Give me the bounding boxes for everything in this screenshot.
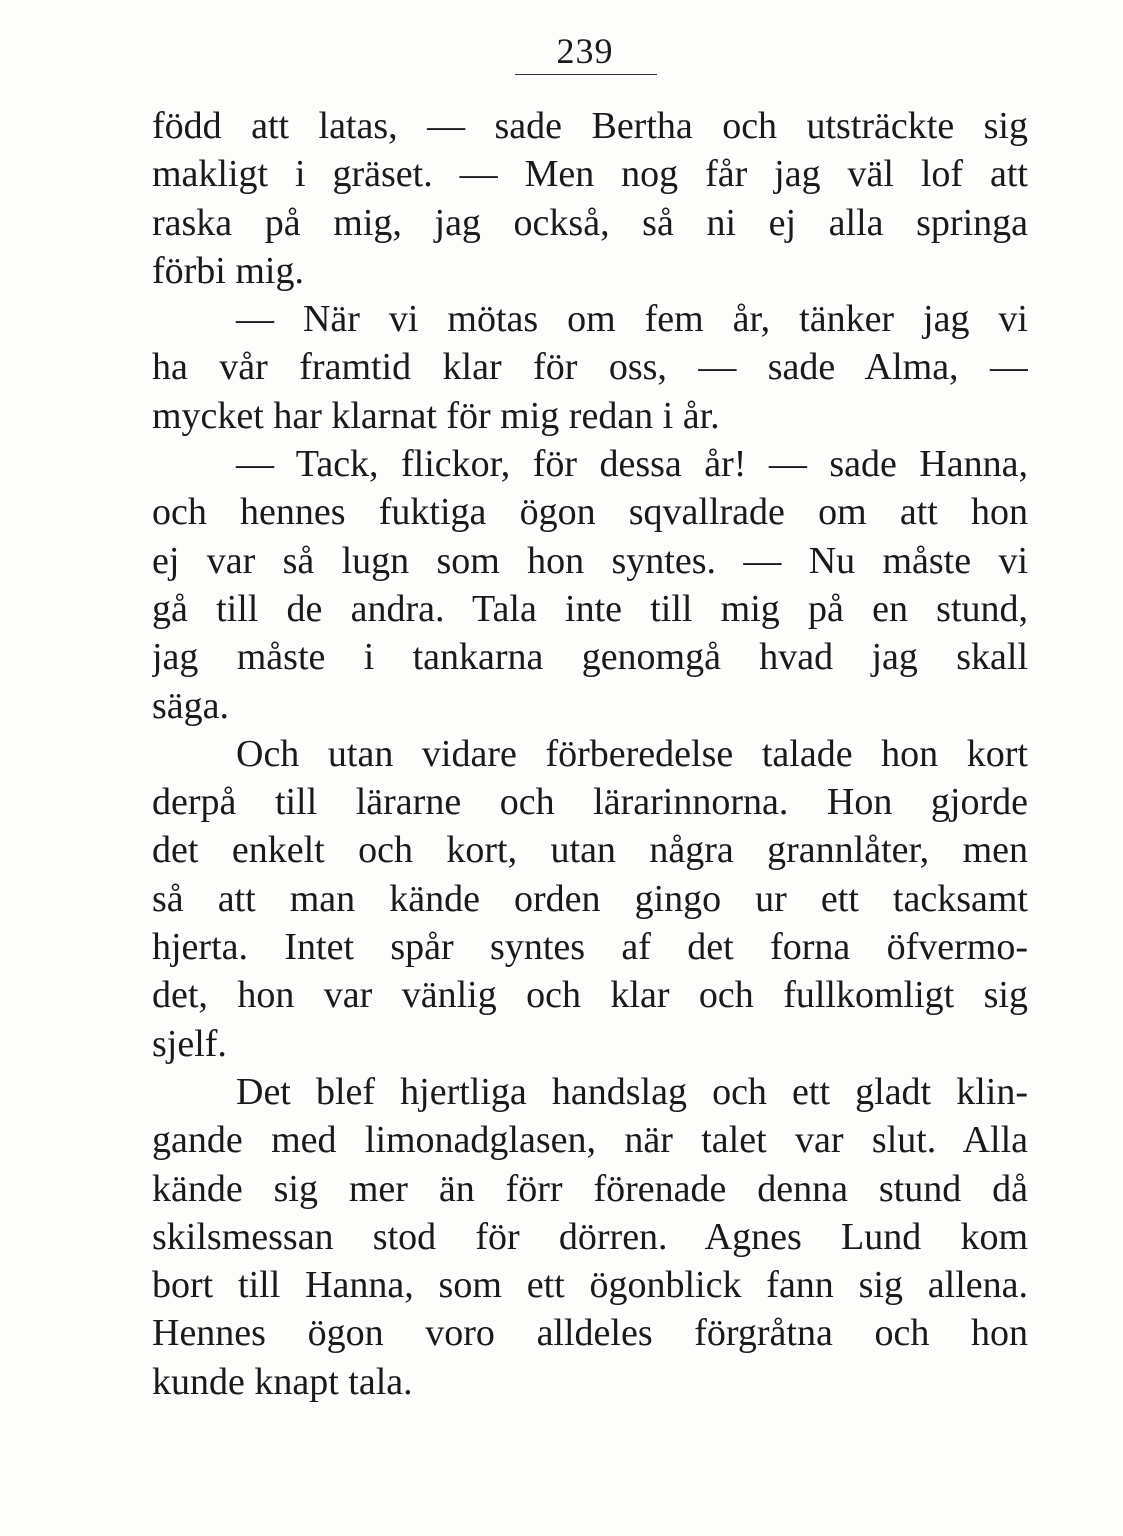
text-line: raska på mig, jag också, så ni ej alla springa	[152, 201, 1028, 244]
text-line: och hennes fuktiga ögon sqvallrade om att hon	[152, 491, 1028, 534]
text-line: skilsmessan stod för dörren. Agnes Lund kom	[152, 1215, 1028, 1258]
text-line: det, hon var vänlig och klar och fullkomligt sig	[152, 974, 1028, 1017]
text-line: — När vi mötas om fem år, tänker jag vi	[236, 298, 1028, 341]
text-line: ha vår framtid klar för oss, — sade Alma, —	[152, 346, 1028, 389]
text-line: gå till de andra. Tala inte till mig på en stund,	[152, 587, 1028, 630]
text-line: mycket har klarnat för mig redan i år.	[152, 394, 720, 437]
text-line: jag måste i tankarna genomgå hvad jag skall	[152, 636, 1028, 679]
text-line: bort till Hanna, som ett ögonblick fann sig allena.	[152, 1264, 1028, 1307]
text-line: Och utan vidare förberedelse talade hon kort	[236, 732, 1028, 775]
text-line: makligt i gräset. — Men nog får jag väl lof att	[152, 153, 1028, 196]
page-number-rule	[515, 74, 657, 75]
text-line: hjerta. Intet spår syntes af det forna öfvermo-	[152, 926, 1028, 969]
text-line: kände sig mer än förr förenade denna stund då	[152, 1167, 1028, 1210]
text-line: förbi mig.	[152, 249, 304, 292]
text-line: född att latas, — sade Bertha och utsträckte sig	[152, 105, 1028, 147]
text-line: derpå till lärarne och lärarinnorna. Hon gjorde	[152, 781, 1028, 824]
text-line: Hennes ögon voro alldeles förgråtna och hon	[152, 1312, 1028, 1355]
text-line: sjelf.	[152, 1022, 227, 1065]
text-line: gande med limonadglasen, när talet var slut. Alla	[152, 1119, 1028, 1162]
text-line: ej var så lugn som hon syntes. — Nu måste vi	[152, 539, 1028, 582]
page-number: 239	[556, 31, 614, 71]
text-line: kunde knapt tala.	[152, 1360, 413, 1403]
text-line: det enkelt och kort, utan några grannlåter, men	[152, 829, 1028, 872]
text-line: så att man kände orden gingo ur ett tacksamt	[152, 877, 1028, 920]
body-text	[152, 102, 1028, 1406]
text-line: — Tack, flickor, för dessa år! — sade Hanna,	[236, 443, 1028, 486]
text-line: Det blef hjertliga handslag och ett gladt klin-	[236, 1070, 1028, 1113]
text-line: säga.	[152, 684, 230, 727]
